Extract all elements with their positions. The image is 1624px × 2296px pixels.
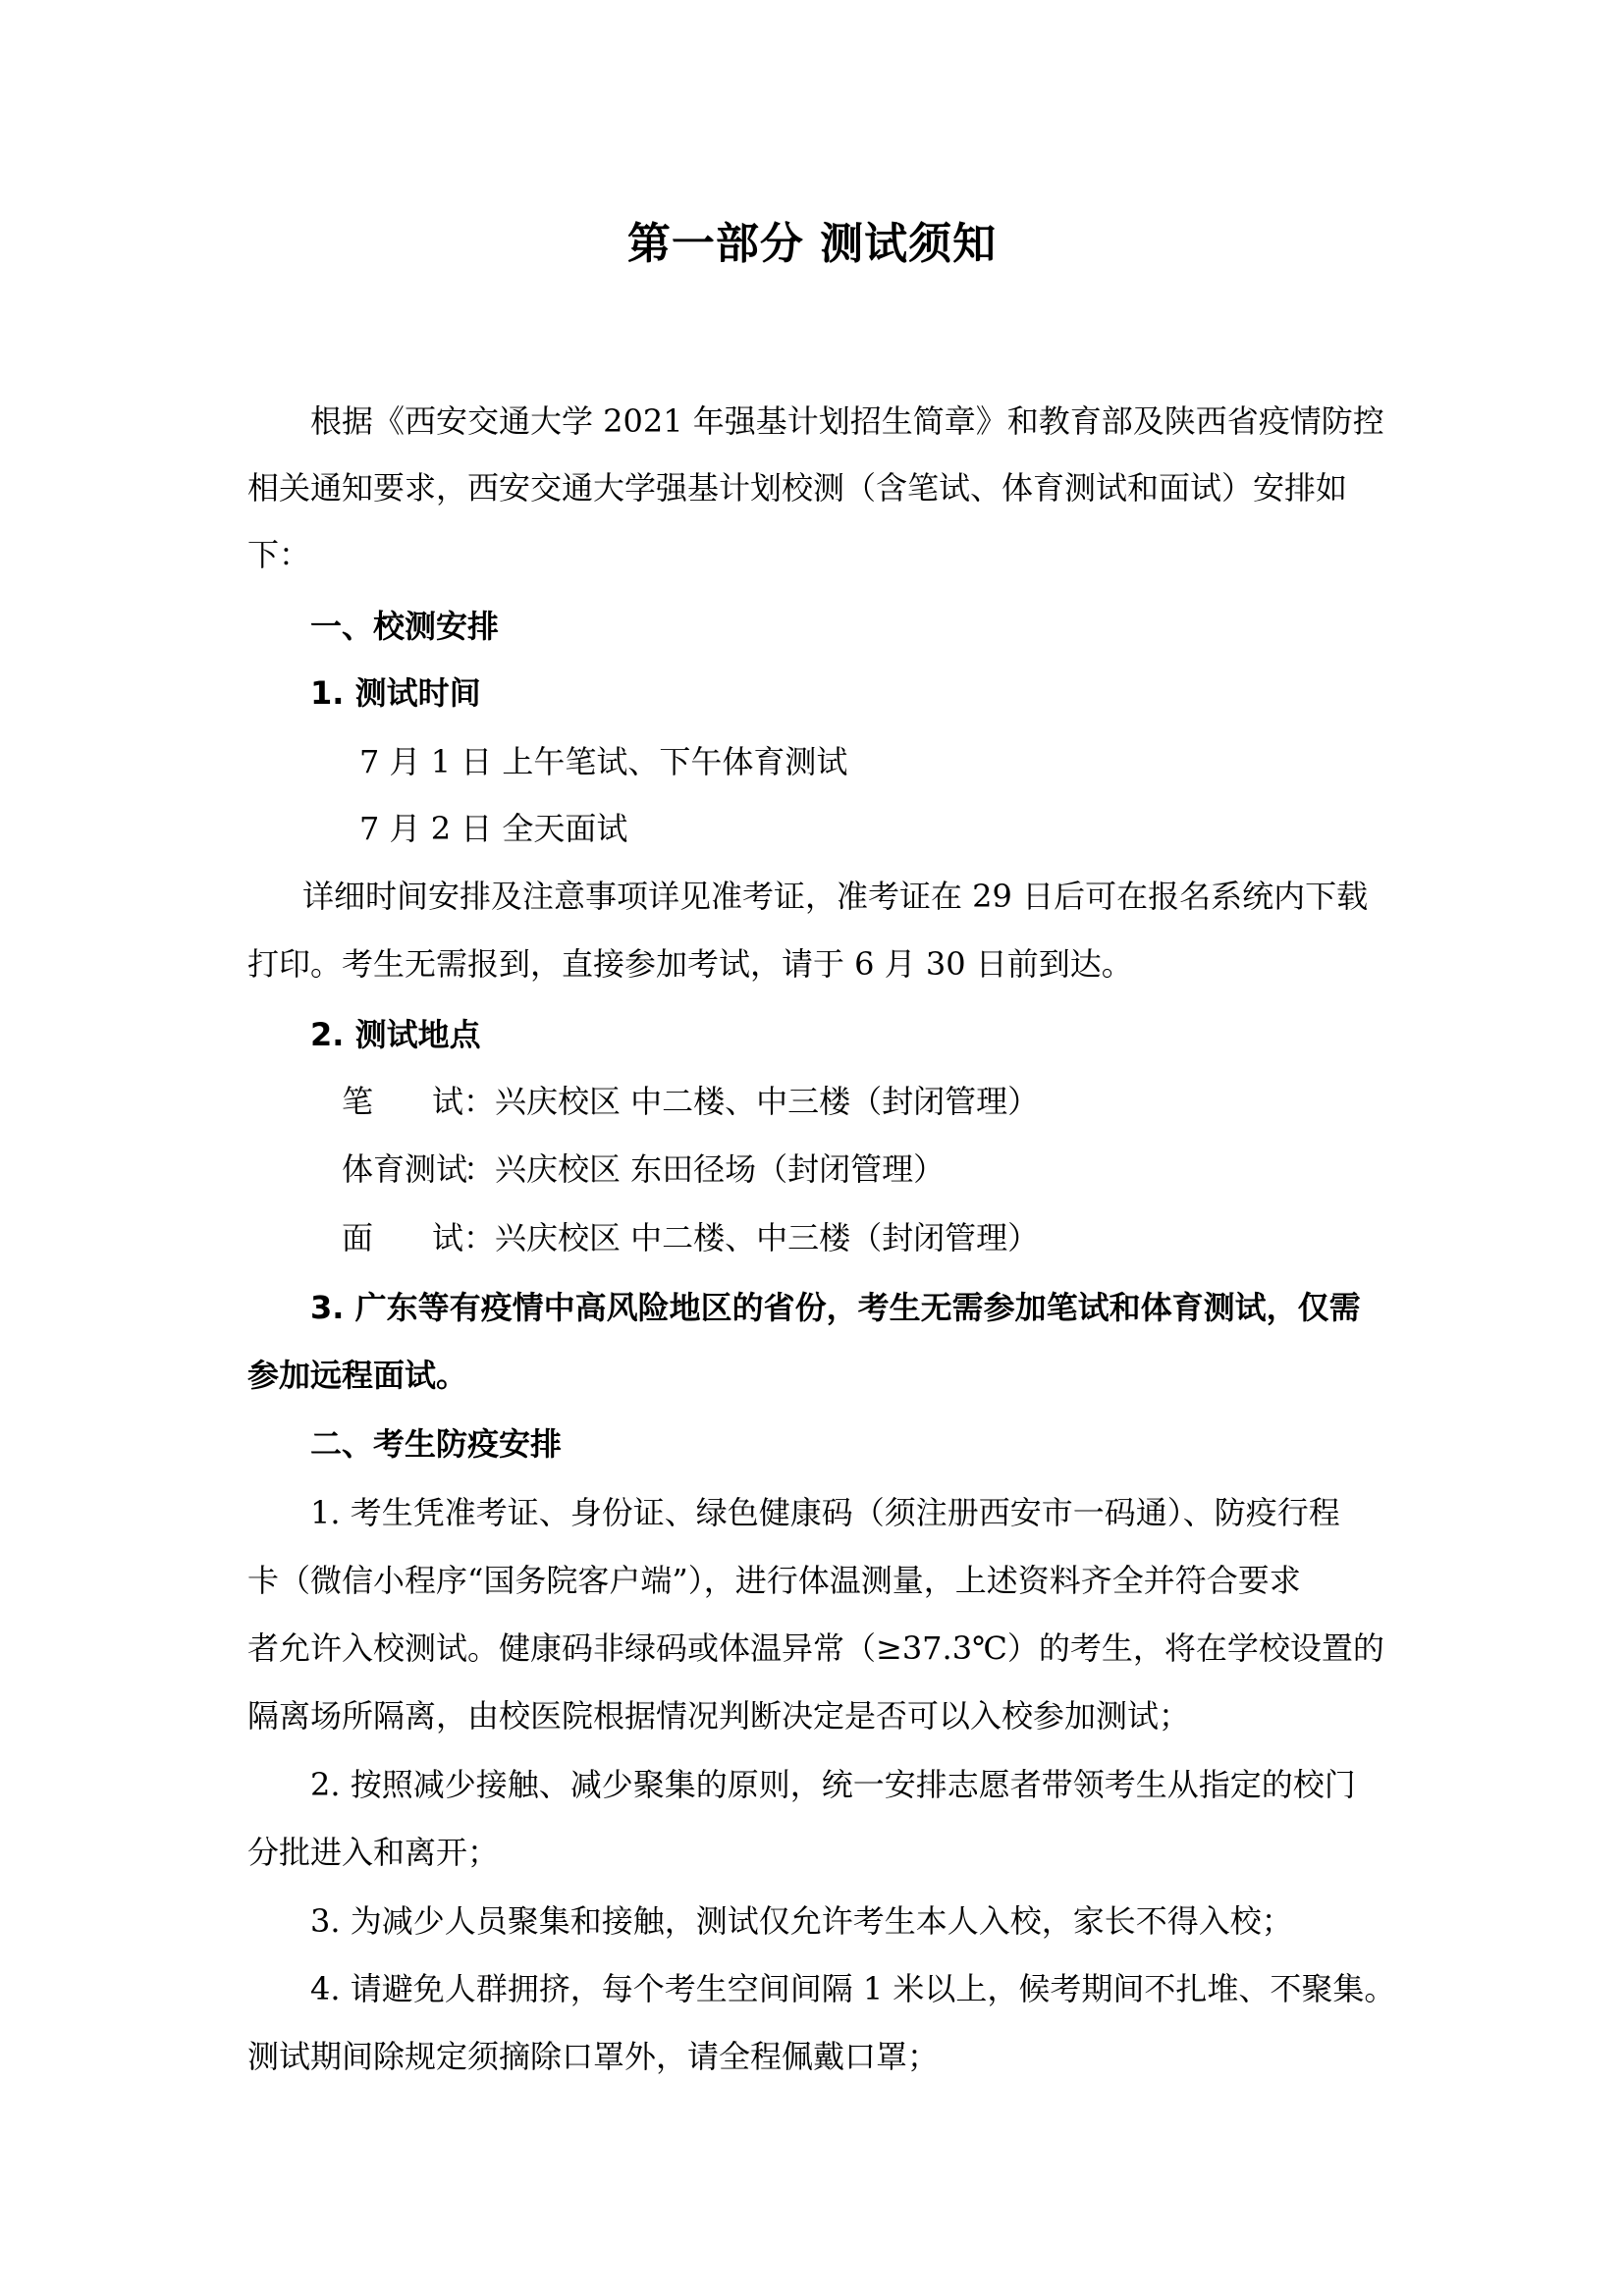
- location-row-written: [342, 1082, 1039, 1121]
- intro-line-2: 相关通知要求，西安交通大学强基计划校测（含笔试、体育测试和面试）安排如: [247, 469, 1348, 507]
- item1-line-1: 1. 考生凭准考证、身份证、绿色健康码（须注册西安市一码通）、防疫行程: [310, 1494, 1340, 1531]
- location-label: 体育测试: [342, 1150, 468, 1188]
- location-label: 笔试: [342, 1083, 463, 1120]
- location-row-interview: [342, 1218, 1039, 1257]
- item1-line-3: 者允许入校测试。健康码非绿码或体温异常（≥37.3℃）的考生，将在学校设置的: [247, 1629, 1384, 1667]
- section1-sub3-line-1: 3. 广东等有疫情中高风险地区的省份，考生无需参加笔试和体育测试，仅需: [310, 1289, 1361, 1326]
- section1-sub2-heading: 2. 测试地点: [310, 1016, 481, 1053]
- item2-line-1: 2. 按照减少接触、减少聚集的原则，统一安排志愿者带领考生从指定的校门: [310, 1766, 1356, 1803]
- section1-heading: 一、校测安排: [310, 608, 500, 645]
- location-value: ：兴庆校区 中二楼、中三楼（封闭管理）: [463, 1083, 1040, 1120]
- location-value: ：兴庆校区 东田径场（封闭管理）: [463, 1150, 946, 1188]
- intro-line-3: 下：: [247, 536, 311, 573]
- intro-line-1: 根据《西安交通大学 2021 年强基计划招生简章》和教育部及陕西省疫情防控: [310, 402, 1384, 440]
- page-title: 第一部分 测试须知: [626, 219, 998, 269]
- schedule-note-line-1: 详细时间安排及注意事项详见准考证，准考证在 29 日后可在报名系统内下载: [302, 878, 1369, 915]
- location-value: ：兴庆校区 中二楼、中三楼（封闭管理）: [463, 1219, 1040, 1256]
- item4-line-1: 4. 请避免人群拥挤，每个考生空间间隔 1 米以上，候考期间不扎堆、不聚集。: [310, 1970, 1396, 2007]
- section2-heading: 二、考生防疫安排: [310, 1425, 563, 1463]
- item3-line-1: 3. 为减少人员聚集和接触，测试仅允许考生本人入校，家长不得入校；: [310, 1902, 1293, 1940]
- item4-line-2: 测试期间除规定须摘除口罩外，请全程佩戴口罩；: [247, 2038, 940, 2075]
- schedule-day2: 7 月 2 日 全天面试: [359, 810, 628, 847]
- item2-line-2: 分批进入和离开；: [247, 1834, 500, 1871]
- item1-line-2: 卡（微信小程序“国务院客户端”），进行体温测量，上述资料齐全并符合要求: [247, 1562, 1301, 1599]
- location-label: 面试: [342, 1219, 463, 1256]
- item1-line-4: 隔离场所隔离，由校医院根据情况判断决定是否可以入校参加测试；: [247, 1697, 1191, 1735]
- section1-sub1-heading: 1. 测试时间: [310, 674, 481, 712]
- section1-sub3-line-2: 参加远程面试。: [247, 1357, 468, 1394]
- schedule-day1: 7 月 1 日 上午笔试、下午体育测试: [359, 743, 848, 780]
- schedule-note-line-2: 打印。考生无需报到，直接参加考试，请于 6 月 30 日前到达。: [247, 945, 1133, 983]
- location-row-pe: [342, 1149, 945, 1189]
